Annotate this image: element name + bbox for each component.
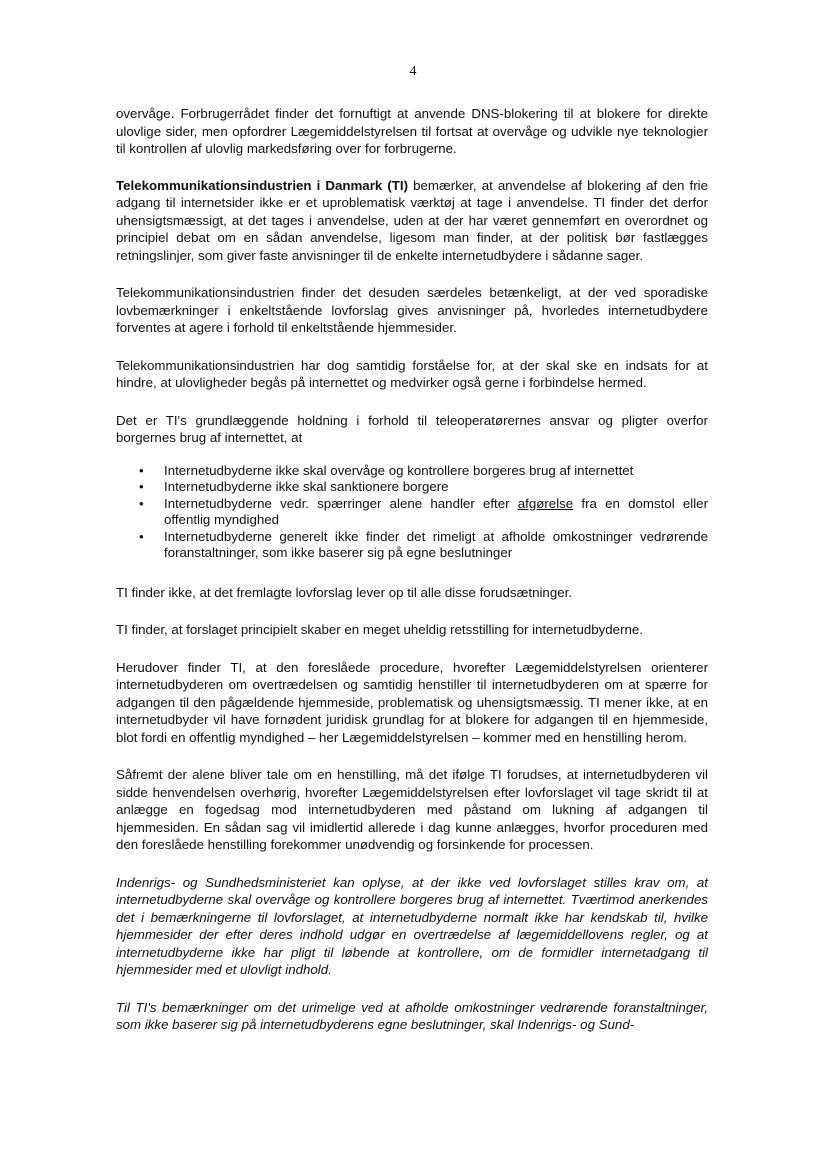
document-body (116, 105, 708, 1054)
list-item-text: fra en domstol eller offentlig myndighed (164, 495, 708, 527)
underlined-word: afgørelse (517, 495, 574, 511)
paragraph-ti-not-met: TI finder ikke, at det fremlagte lovforslag lever op til alle disse forudsætninger. (116, 584, 573, 600)
paragraph-forbrugerraadet: overvåge. Forbrugerrådet finder det fornuftigt at anvende DNS-blokering til at blokere for direkte ulovlige sider, men opfordrer Lægemiddelstyrelsen til fortsat at overvåge og udvikle nye teknologier til kontrollen af ulovlig markedsføring over for forbrugerne. (116, 106, 708, 156)
list-item: • Internetudbyderne ikke skal overvåge og kontrollere borgeres brug af internettet (116, 463, 708, 480)
paragraph-ti-understanding: Telekommunikationsindustrien har dog samtidig forståelse for, at der skal ske en indsats for at hindre, at ulovligheder begås på internettet og medvirker også gerne i forbindelse hermed. (116, 357, 708, 390)
paragraph-ministry-costs: Til TI's bemærkninger om det urimelige ved at afholde omkostninger vedrørende foranstaltninger, som ikke baserer sig på internetudbyderens egne beslutninger, skal Indenrigs- og Sund- (116, 999, 708, 1032)
bullet-list (116, 463, 708, 562)
page-number: 4 (409, 64, 417, 79)
list-item-text: Internetudbyderne vedr. spærringer alene handler efter (164, 495, 518, 511)
ti-intro-text: bemærker, at anvendelse af blokering af den frie adgang til internetsider ikke er et uproblematisk værktøj at tage i anvendelse. TI finder det derfor uhensigtsmæssigt, at det tages i anvendelse, uden at der har været gennemført en overordnet og principiel debat om en sådan anvendelse, ligesom man finder, at der politisk bør fastlægges retningslinjer, som giver faste anvisninger til de enkelte internetudbydere i sådanne sager. (116, 177, 708, 263)
paragraph-ti-intro (116, 177, 708, 265)
paragraph-ti-procedure: Herudover finder TI, at den foreslåede procedure, hvorefter Lægemiddelstyrelsen orienterer internetudbyderen om overtrædelsen og samtidig henstiller til internetudbyderen om at spærre for adgangen til den pågældende hjemmeside, problematisk og uhensigtsmæssig. TI mener ikke, at en internetudbyder vil have fornødent juridisk grundlag for at blokere for adgangen til en hjemmeside, blot fordi en offentlig myndighed – her Lægemiddelstyrelsen – kommer med en henstilling herom. (116, 659, 708, 745)
list-item: • Internetudbyderne generelt ikke finder det rimeligt at afholde omkostninger vedrørende foranstaltninger, som ikke baserer sig på egne beslutninger (116, 529, 708, 562)
list-item: • Internetudbyderne ikke skal sanktionere borgere (116, 479, 708, 496)
list-item (116, 496, 708, 529)
paragraph-ti-retsstilling: TI finder, at forslaget principielt skaber en meget uheldig retsstilling for internetudbyderne. (116, 622, 643, 637)
paragraph-ti-concern: Telekommunikationsindustrien finder det desuden særdeles betænkeligt, at der ved sporadiske lovbemærkninger i enkeltstående lovforslag gives anvisninger på, hvorledes internetudbydere forventes at agere i forhold til enkeltstående hjemmesider. (116, 285, 708, 335)
paragraph-ti-position: Det er TI's grundlæggende holdning i forhold til teleoperatørernes ansvar og pligter overfor borgernes brug af internettet, at (116, 412, 708, 445)
paragraph-ministry-response: Indenrigs- og Sundhedsministeriet kan oplyse, at der ikke ved lovforslaget stilles krav om, at internetudbyderne skal overvåge og kontrollere borgeres brug af internettet. Tværtimod anerkendes det i bemærkningerne til lovforslaget, at internetudbyderne normalt ikke har kendskab til, hvilke hjemmesider der efter deres indhold udgør en overtrædelse af lægemiddellovens regler, og at internetudbyderne ikke har pligt til løbende at kontrollere, om de formidler internetadgang til hjemmesider med et ulovligt indhold. (116, 874, 708, 977)
ti-heading-bold: Telekommunikationsindustrien i Danmark (TI) (116, 177, 409, 193)
paragraph-ti-henstilling: Såfremt der alene bliver tale om en henstilling, må det ifølge TI forudses, at internetudbyderen vil sidde henvendelsen overhørig, hvorefter Lægemiddelstyrelsen efter lovforslaget vil tage skridt til at anlægge en fogedsag mod internetudbyderen med påstand om lukning af adgangen til hjemmesiden. En sådan sag vil imidlertid allerede i dag kunne anlægges, hvorfor proceduren med den foreslåede henstilling forekommer unødvendig og forsinkende for processen. (116, 767, 708, 852)
